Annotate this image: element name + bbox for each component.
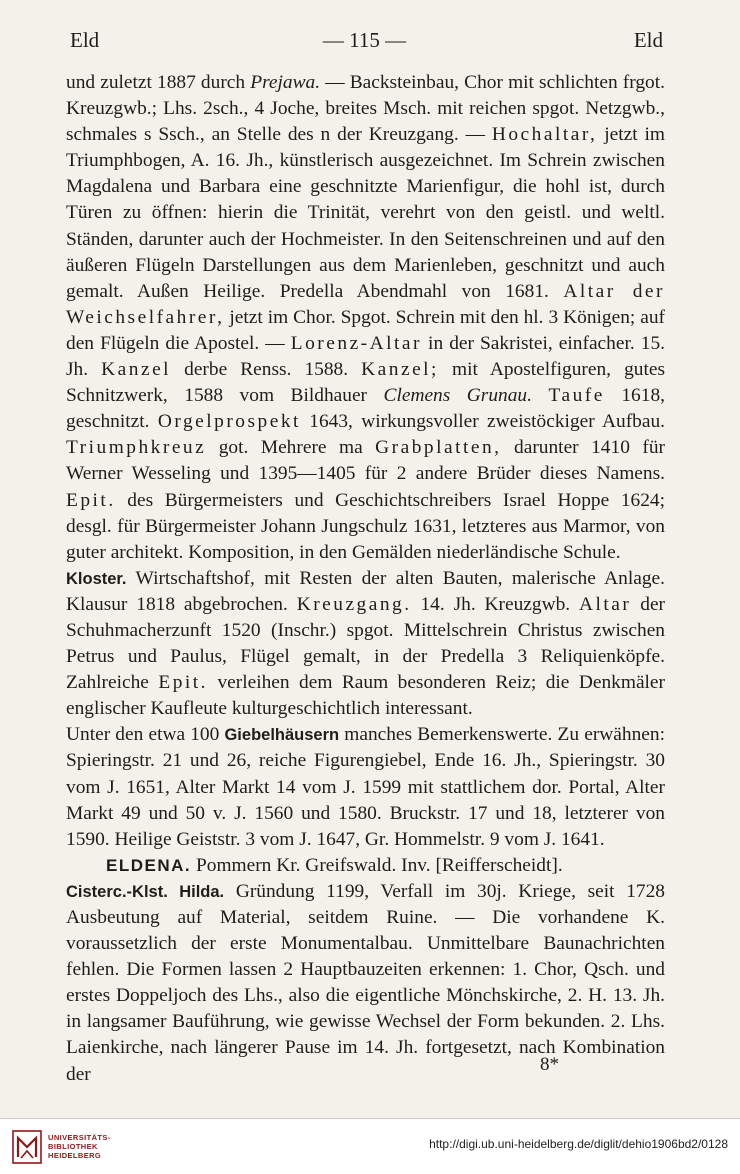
library-name-line: BIBLIOTHEK bbox=[48, 1142, 98, 1151]
term-kanzel: Kanzel bbox=[101, 359, 172, 381]
source-url-link[interactable]: http://digi.ub.uni-heidelberg.de/diglit/dehio1906bd2/0128 bbox=[429, 1137, 728, 1151]
text-run: darunter 1410 für Werner Wesseling und 1395—1405 für 2 andere Brüder dieses Namens. bbox=[66, 437, 665, 485]
library-name-line: HEIDELBERG bbox=[48, 1151, 102, 1160]
text-run: Unter den etwa 100 bbox=[66, 724, 225, 746]
text-run: jetzt im Chor. Spgot. Schrein mit den hl. 3 Königen; auf den Flügeln die Apostel. — bbox=[66, 306, 665, 354]
text-run: Wirtschaftshof, mit Resten der alten Bauten, malerische Anlage. Klausur 1818 abgebrochen. bbox=[66, 567, 665, 615]
header-right: Eld bbox=[633, 28, 663, 52]
text-run: — Backsteinbau, Chor mit schlichten frgot. Kreuzgwb.; Lhs. 2sch., 4 Joche, breites Msch. mit reichen spgot. Netzgwb., schmales s Ssch., an Stelle des n der Kreuzgang. — bbox=[66, 72, 665, 146]
term-kanzel: Kanzel; bbox=[361, 359, 439, 381]
body-text bbox=[66, 70, 665, 1088]
signature-mark: 8* bbox=[540, 1054, 559, 1075]
term-altar-weichselfahrer: Altar der Weichselfahrer, bbox=[66, 280, 665, 328]
library-name bbox=[48, 1133, 111, 1160]
text-run: jetzt im Triumphbogen, A. 16. Jh., künstlerisch ausgezeichnet. Im Schrein zwischen Magdalena und Barbara eine geschnitzte Marienfigur, die hohl ist, durch Türen zu öffnen: hierin die Trinität, verehrt von den geistl. und weltl. Ständen, darunter auch der Hochmeister. In den Seitenschreinen und auf den äußeren Flügeln Darstellungen aus dem Marienleben, geschnitzt und auch gemalt. Außen Heilige. Predella Abendmahl von 1681. bbox=[66, 124, 665, 302]
library-name-line: UNIVERSITÄTS- bbox=[48, 1133, 111, 1142]
running-header bbox=[66, 28, 663, 56]
text-run: des Bürgermeisters und Geschichtschreibers Israel Hoppe 1624; desgl. für Bürgermeister Johann Jungschulz 1631, letzteres aus Marmor, von guter architekt. Komposition, in den Gemälden niederländische Schule. bbox=[66, 489, 665, 563]
heading-eldena: ELDENA. bbox=[106, 855, 192, 875]
term-kreuzgang: Kreuzgang. bbox=[296, 593, 412, 615]
text-run: 1643, wirkungsvoller zweistöckiger Aufbau. bbox=[300, 411, 665, 433]
text-run: mit Apostelfiguren, gutes Schnitzwerk, 1588 vom Bildhauer bbox=[66, 359, 665, 407]
paragraph-eldena bbox=[66, 853, 665, 879]
digitization-footer bbox=[0, 1118, 740, 1174]
term-altar: Altar bbox=[579, 593, 632, 615]
paragraph-cisterc bbox=[66, 879, 665, 1088]
library-logo-icon[interactable] bbox=[12, 1130, 42, 1164]
term-triumphkreuz: Triumphkreuz bbox=[66, 437, 207, 459]
text-run: 14. Jh. Kreuzgwb. bbox=[411, 593, 580, 615]
text-run: derbe Renss. 1588. bbox=[171, 359, 362, 381]
name-grunau: Clemens Grunau. bbox=[383, 385, 532, 407]
term-taufe: Taufe bbox=[548, 385, 605, 407]
name-prejawa: Prejawa. bbox=[250, 72, 321, 93]
paragraph-church bbox=[66, 70, 665, 566]
header-left: Eld bbox=[70, 28, 100, 52]
text-run: verleihen dem Raum besonderen Reiz; die Denkmäler englischer Kaufleute kulturgeschichtlich interessant. bbox=[66, 672, 665, 720]
term-orgelprospekt: Orgelprospekt bbox=[157, 411, 301, 433]
term-grabplatten: Grabplatten, bbox=[375, 437, 502, 459]
text-run: der Schuhmacherzunft 1520 (Inschr.) spgot. Mittelschrein Christus zwischen Petrus und Paulus, Flügel gemalt, in der Predella 3 Reliquienköpfe. Zahlreiche bbox=[66, 593, 666, 694]
term-epit: Epit. bbox=[158, 672, 209, 694]
term-hochaltar: Hochaltar, bbox=[491, 124, 598, 146]
text-run: manches Bemerkenswerte. Zu erwähnen: Spieringstr. 21 und 26, reiche Figurengiebel, Ende 16. Jh., Spieringstr. 30 vom J. 1651, Alter Markt 14 vom J. 1599 mit stattlichem dor. Portal, Alter Markt 49 und 50 v. J. 1560 und 1580. Bruckstr. 17 und 18, letzterer von 1590. Heilige Geiststr. 3 vom J. 1647, Gr. Hommelstr. 9 vom J. 1641. bbox=[66, 724, 665, 850]
text-run: got. Mehrere ma bbox=[206, 437, 376, 459]
paragraph-kloster bbox=[66, 566, 665, 723]
heading-kloster: Kloster. bbox=[66, 569, 127, 588]
term-epit: Epit. bbox=[66, 489, 116, 511]
paragraph-giebelhaeuser bbox=[66, 722, 665, 852]
heading-cisterc: Cisterc.-Klst. Hilda. bbox=[66, 882, 225, 901]
text-run: und zuletzt 1887 durch bbox=[66, 72, 251, 93]
text-run: 1618, geschnitzt. bbox=[66, 385, 665, 433]
page-number: — 115 — bbox=[322, 28, 407, 52]
heading-giebelhaeuser: Giebelhäusern bbox=[224, 726, 340, 745]
text-run bbox=[532, 385, 549, 406]
text-run: Pommern Kr. Greifswald. Inv. [Reifferscheidt]. bbox=[191, 854, 563, 876]
text-run: Gründung 1199, Verfall im 30j. Kriege, seit 1728 Ausbeutung auf Material, seitdem Ruine. — Die vorhandene K. voraussetzlich der erste Monumentalbau. Unmittelbare Baunachrichten fehlen. Die Formen lassen 2 Hauptbauzeiten erkennen: 1. Chor, Qsch. und erstes Doppeljoch des Lhs., also die eigentliche Mönchskirche, 2. H. 13. Jh. in langsamer Bauführung, wie gewisse Wechsel der Form bekunden. 2. Lhs. Laienkirche, nach längerer Pause im 14. Jh. fortgesetzt, nach Kombination der bbox=[66, 880, 665, 1085]
text-run: in der Sakristei, einfacher. 15. Jh. bbox=[66, 332, 665, 381]
term-lorenz-altar: Lorenz-Altar bbox=[290, 332, 422, 354]
